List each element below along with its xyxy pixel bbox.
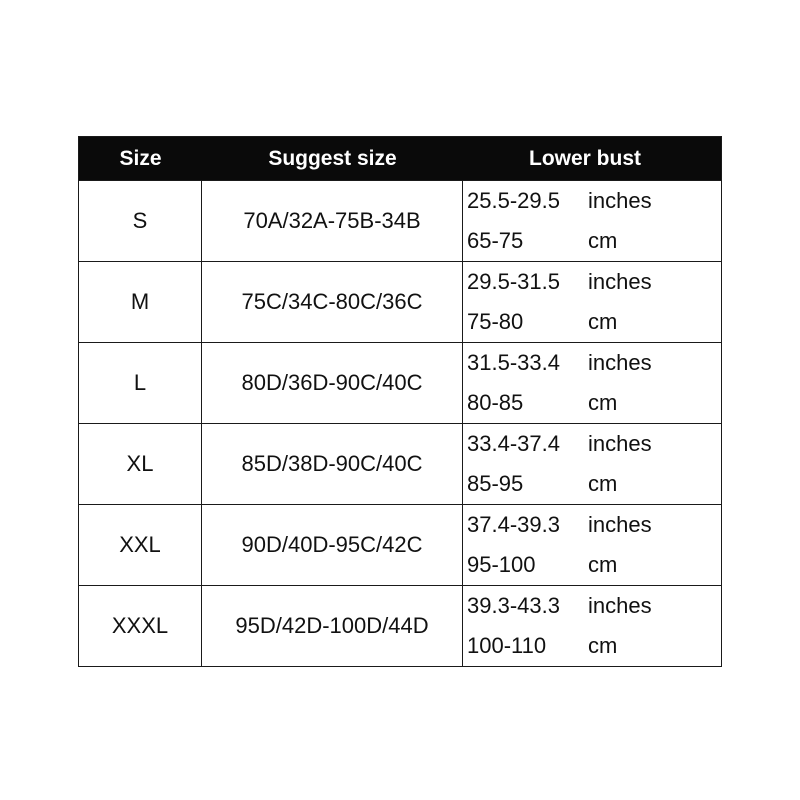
size-cell: S [79, 181, 202, 261]
cm-unit: cm [588, 633, 618, 658]
inches-unit: inches [588, 269, 652, 294]
cm-unit: cm [588, 390, 618, 415]
size-chart-table [78, 136, 722, 667]
table-row [79, 180, 721, 261]
cm-unit: cm [588, 552, 618, 577]
size-cell: XXL [79, 505, 202, 585]
cm-line [467, 302, 720, 342]
size-cell: XL [79, 424, 202, 504]
lower-bust-cell [463, 505, 720, 585]
inches-line [467, 586, 720, 626]
cm-value: 75-80 [467, 309, 524, 334]
cm-value: 95-100 [467, 552, 536, 577]
lower-bust-cell [463, 343, 720, 423]
inches-line [467, 262, 720, 302]
cm-value: 65-75 [467, 228, 524, 253]
table-header-row [79, 137, 721, 180]
header-suggest-size: Suggest size [268, 146, 397, 170]
inches-value: 31.5-33.4 [467, 350, 560, 375]
inches-line [467, 343, 720, 383]
size-cell: XXXL [79, 586, 202, 666]
size-cell: M [79, 262, 202, 342]
inches-unit: inches [588, 593, 652, 618]
cm-line [467, 545, 720, 585]
suggest-size-cell: 85D/38D-90C/40C [202, 424, 463, 504]
cm-unit: cm [588, 309, 618, 334]
cm-line [467, 464, 720, 504]
cm-value: 80-85 [467, 390, 524, 415]
inches-unit: inches [588, 188, 652, 213]
cm-unit: cm [588, 471, 618, 496]
cm-line [467, 626, 720, 666]
inches-line [467, 505, 720, 545]
suggest-size-cell: 75C/34C-80C/36C [202, 262, 463, 342]
table-row [79, 342, 721, 423]
inches-unit: inches [588, 512, 652, 537]
suggest-size-cell: 80D/36D-90C/40C [202, 343, 463, 423]
lower-bust-cell [463, 586, 720, 666]
suggest-size-cell: 95D/42D-100D/44D [202, 586, 463, 666]
header-lower-bust: Lower bust [529, 146, 642, 170]
table-row [79, 585, 721, 666]
cm-line [467, 383, 720, 423]
inches-value: 33.4-37.4 [467, 431, 560, 456]
header-size: Size [119, 146, 162, 170]
suggest-size-cell: 70A/32A-75B-34B [202, 181, 463, 261]
lower-bust-cell [463, 262, 720, 342]
suggest-size-cell: 90D/40D-95C/42C [202, 505, 463, 585]
cm-value: 100-110 [467, 633, 547, 658]
cm-value: 85-95 [467, 471, 524, 496]
inches-value: 25.5-29.5 [467, 188, 560, 213]
inches-value: 39.3-43.3 [467, 593, 560, 618]
inches-line [467, 424, 720, 464]
size-cell: L [79, 343, 202, 423]
inches-line [467, 181, 720, 221]
inches-value: 29.5-31.5 [467, 269, 560, 294]
lower-bust-cell [463, 181, 720, 261]
cm-line [467, 221, 720, 261]
table-row [79, 423, 721, 504]
cm-unit: cm [588, 228, 618, 253]
table-row [79, 261, 721, 342]
inches-unit: inches [588, 431, 652, 456]
inches-value: 37.4-39.3 [467, 512, 560, 537]
lower-bust-cell [463, 424, 720, 504]
inches-unit: inches [588, 350, 652, 375]
table-row [79, 504, 721, 585]
